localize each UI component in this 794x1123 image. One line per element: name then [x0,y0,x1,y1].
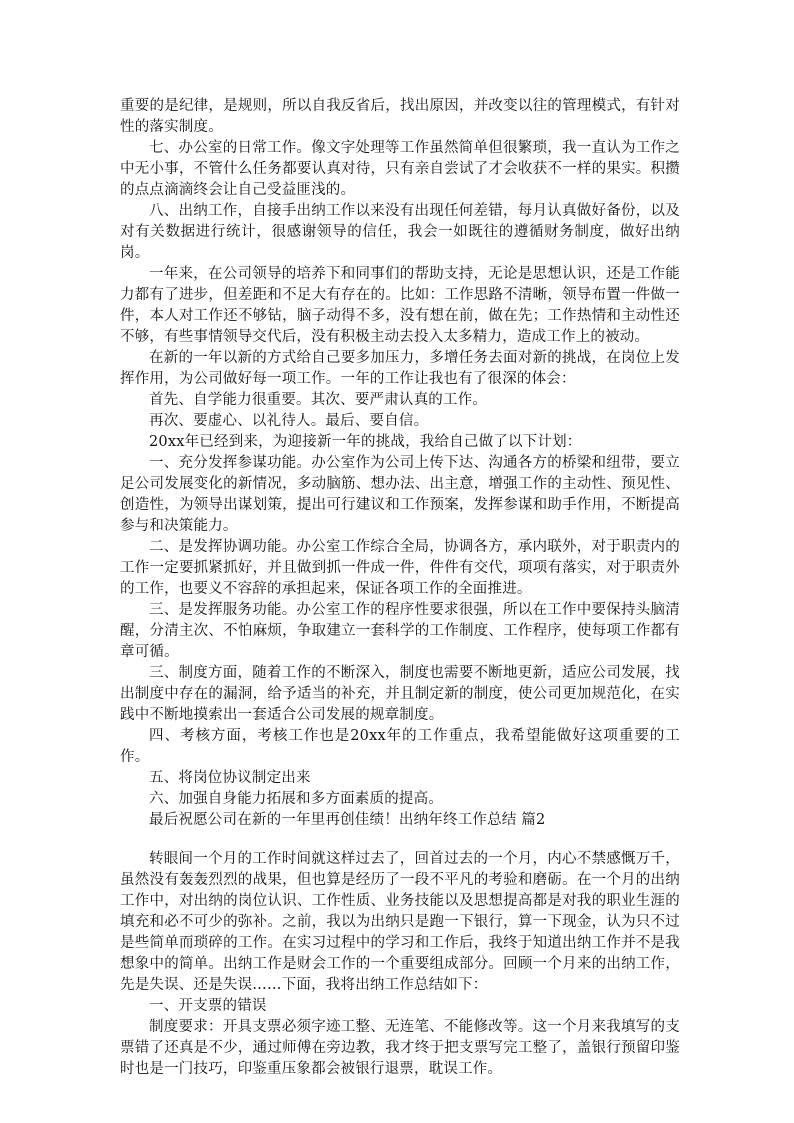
paragraph: 一年来，在公司领导的培养下和同事们的帮助支持，无论是思想认识，还是工作能力都有了进步，但差距和不足大有存在的。比如：工作思路不清晰，领导布置一件做一件，本人对工作还不够钻，脑子动得不多，没有想在前，做在先；工作热情和主动性还不够，有些事情领导交代后，没有积极主动去投入太多精力，造成工作上的被动。 [120,266,680,345]
paragraph: 一、开支票的错误 [149,998,267,1014]
paragraph: 七、办公室的日常工作。像文字处理等工作虽然简单但很繁琐，我一直认为工作之中无小事，不管什么任务都要认真对待，只有亲自尝试了才会收获不一样的果实。积攒的点点滴滴终会让自己受益匪浅的。 [120,140,680,198]
paragraph: 八、出纳工作，自接手出纳工作以来没有出现任何差错，每月认真做好备份，以及对有关数据进行统计，很感谢领导的信任，我会一如既往的遵循财务制度，做好出纳岗。 [120,203,680,261]
section-heading: 最后祝愿公司在新的一年里再创佳绩！出纳年终工作总结 篇2 [149,812,546,828]
paragraph: 四、考核方面，考核工作也是20xx年的工作重点，我希望能做好这项重要的工作。 [120,728,680,765]
paragraph: 在新的一年以新的方式给自己要多加压力，多增任务去面对新的挑战，在岗位上发挥作用，为公司做好每一项工作。一年的工作让我也有了很深的体会： [120,350,680,387]
paragraph: 制度要求：开具支票必须字迹工整、无连笔、不能修改等。这一个月来我填写的支票错了还真是不少，通过师傅在旁边教，我才终于把支票写完工整了，盖银行预留印鉴时也是一门技巧，印鉴重压象都会被银行退票，耽误工作。 [120,1019,680,1077]
paragraph: 六、加强自身能力拓展和多方面素质的提高。 [149,791,443,807]
paragraph: 二、是发挥协调功能。办公室工作综合全局，协调各方，承内联外，对于职责内的工作一定要抓紧抓好，并且做到抓一件成一件，件件有交代，项项有落实，对于职责外的工作，也要义不容辞的承担起来，保证各项工作的全面推进。 [120,539,680,597]
paragraph: 三、制度方面，随着工作的不断深入，制度也需要不断地更新，适应公司发展，找出制度中存在的漏洞，给予适当的补充，并且制定新的制度，使公司更加规范化，在实践中不断地摸索出一套适合公司发展的规章制度。 [120,665,680,723]
paragraph: 重要的是纪律，是规则，所以自我反省后，找出原因，并改变以往的管理模式，有针对性的落实制度。 [120,98,680,135]
paragraph: 首先、自学能力很重要。其次、要严肃认真的工作。 [149,392,488,408]
paragraph: 转眼间一个月的工作时间就这样过去了，回首过去的一个月，内心不禁感慨万千，虽然没有轰轰烈烈的战果，但也算是经历了一段不平凡的考验和磨砺。在一个月的出纳工作中，对出纳的岗位认识、工作性质、业务技能以及思想提高都是对我的职业生涯的填充和必不可少的弥补。之前，我以为出纳只是跑一下银行，算一下现金，认为只不过是些简单而琐碎的工作。在实习过程中的学习和工作后，我终于知道出纳工作并不是我想象中的简单。出纳工作是财会工作的一个重要组成部分。回顾一个月来的出纳工作，先是失误、还是失误……下面，我将出纳工作总结如下： [120,851,680,993]
paragraph: 20xx年已经到来，为迎接新一年的挑战，我给自己做了以下计划： [149,434,582,450]
paragraph: 一、充分发挥参谋功能。办公室作为公司上传下达、沟通各方的桥梁和纽带，要立足公司发展变化的新情况，多动脑筋、想办法、出主意，增强工作的主动性、预见性、创造性，为领导出谋划策，提出可行建议和工作预案，发挥参谋和助手作用，不断提高参与和决策能力。 [120,455,680,534]
section-gap [120,831,680,849]
document-body [120,96,680,1080]
paragraph: 五、将岗位协议制定出来 [149,770,311,786]
paragraph: 三、是发挥服务功能。办公室工作的程序性要求很强，所以在工作中要保持头脑清醒，分清主次、不怕麻烦，争取建立一套科学的工作制度、工作程序，使每项工作都有章可循。 [120,602,680,660]
paragraph: 再次、要虚心、以礼待人。最后、要自信。 [149,413,429,429]
